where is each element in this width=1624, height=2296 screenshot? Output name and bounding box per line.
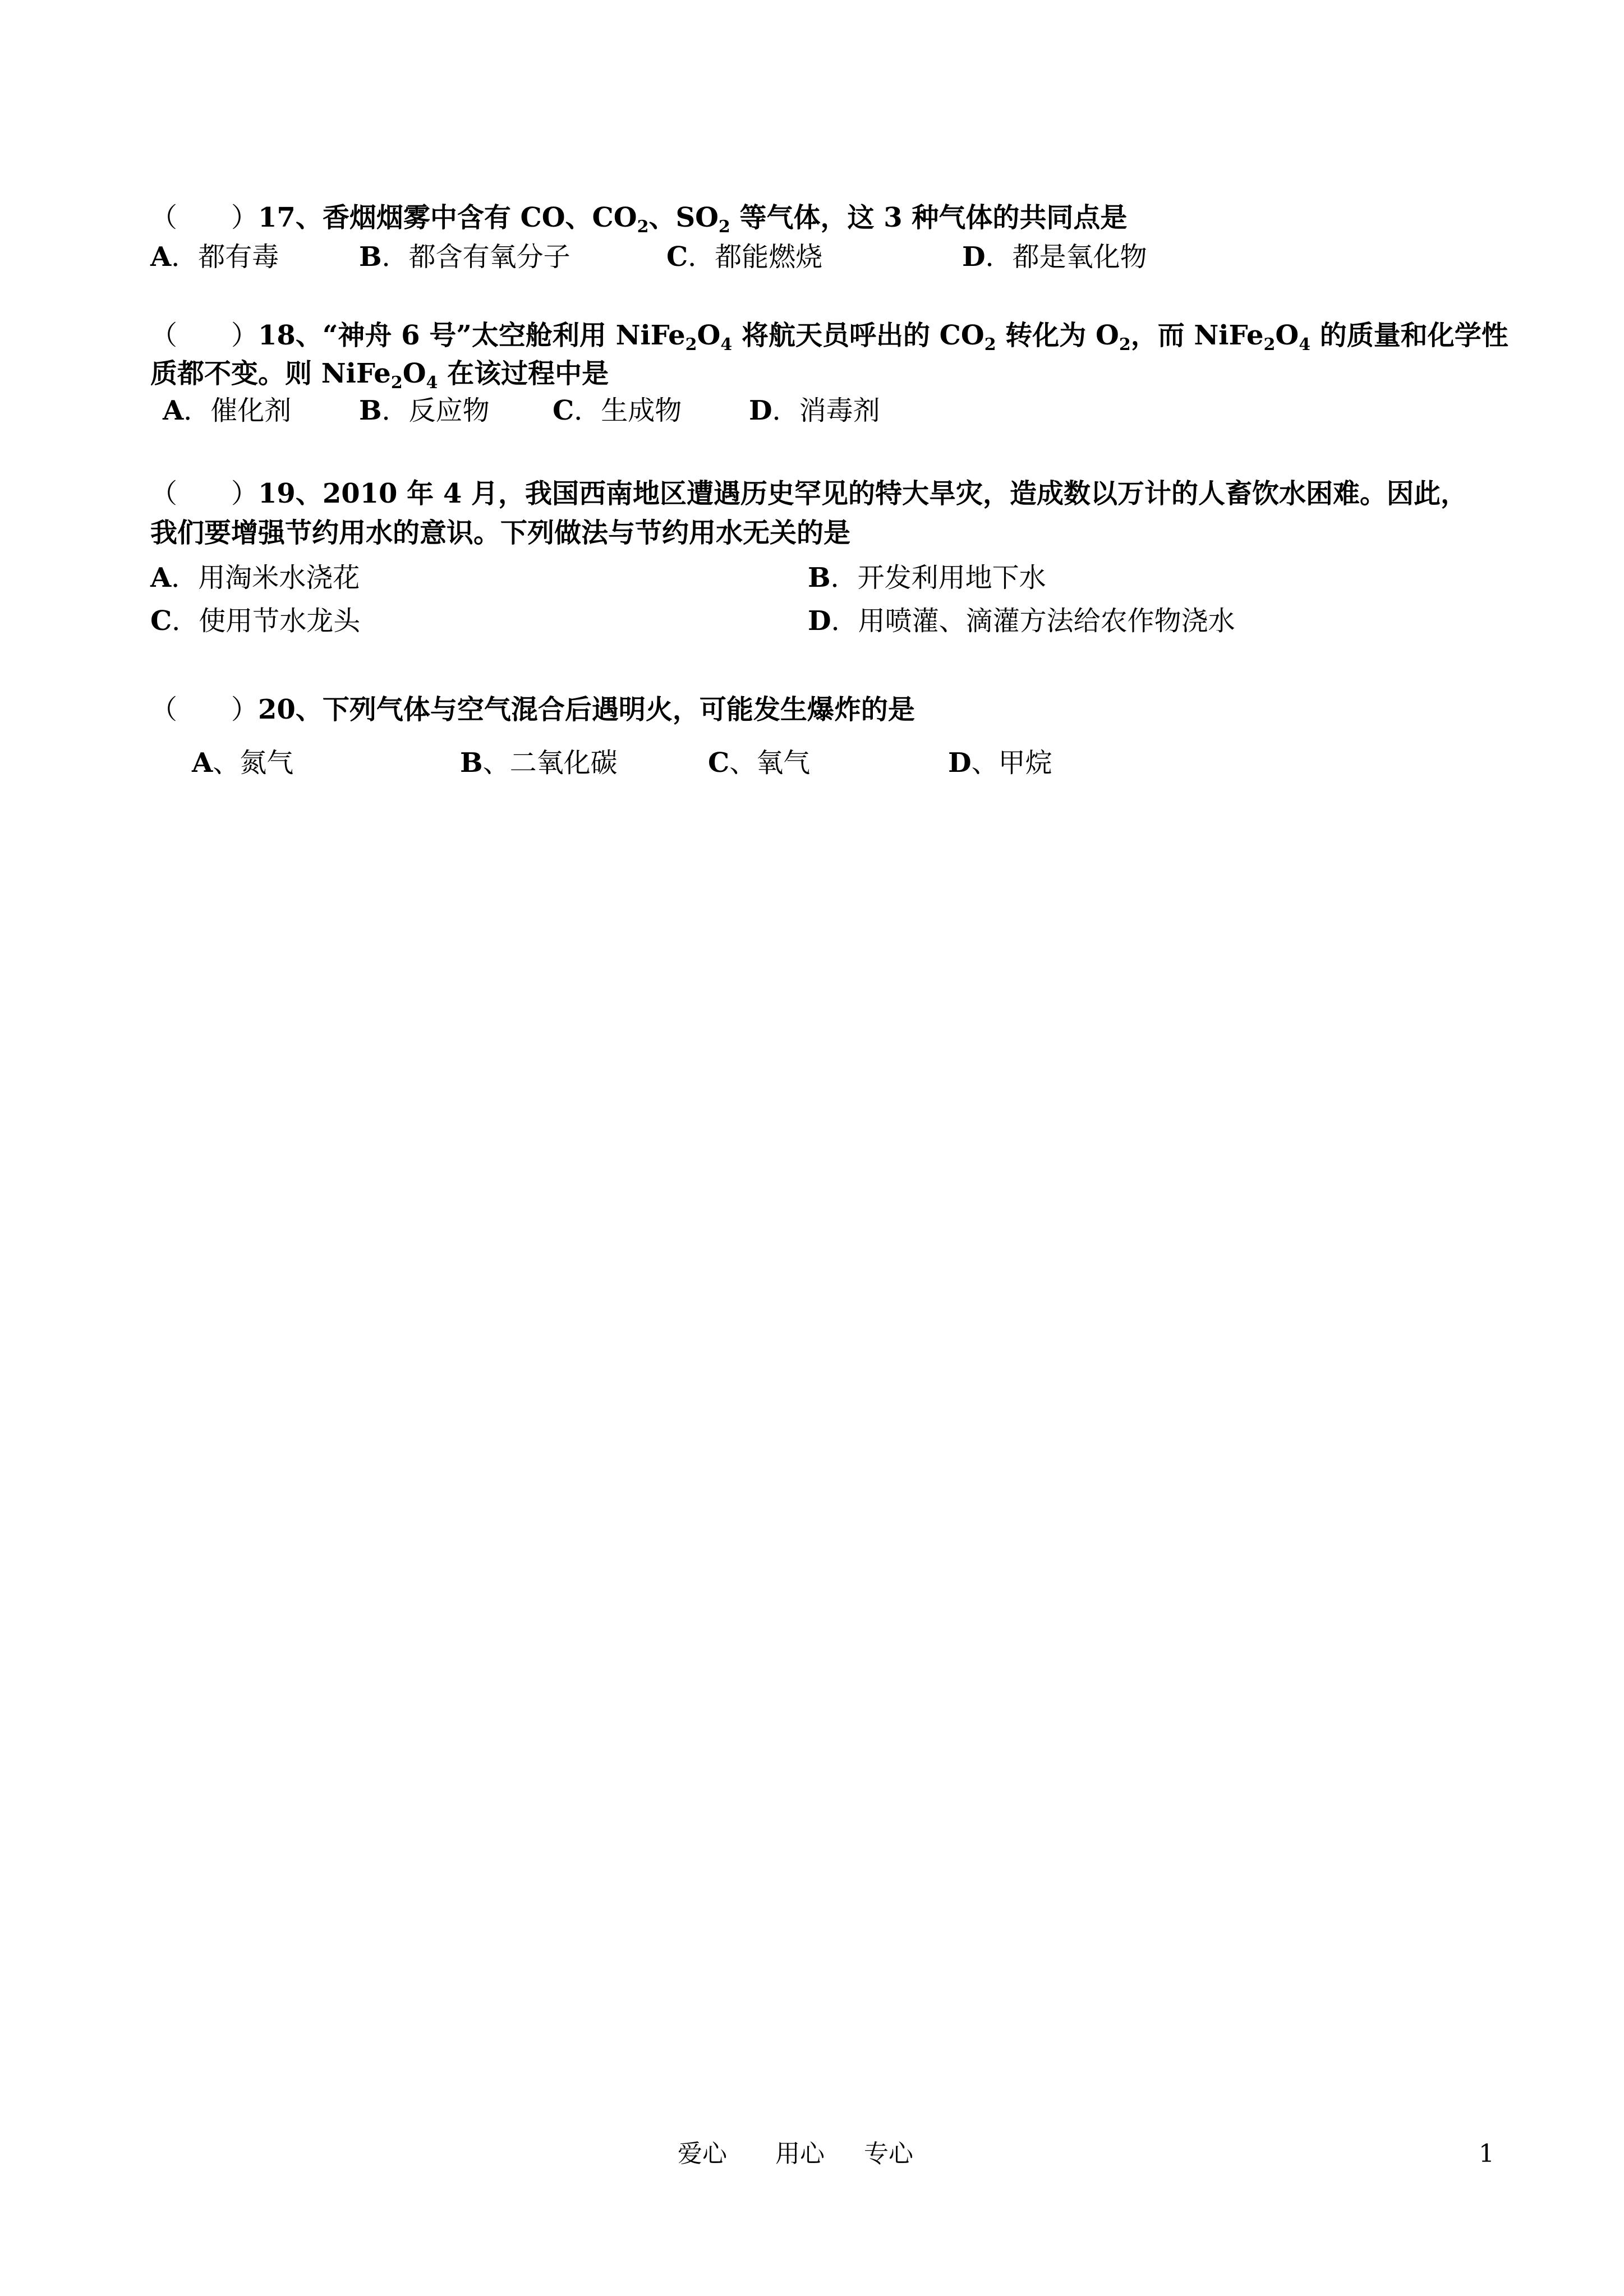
- option-a: A、氮气: [192, 747, 294, 779]
- option-a: A．用淘米水浇花: [150, 562, 360, 593]
- question-18-stem-line2: 质都不变。则 $NiFe_2O_4$ 在该过程中是: [150, 358, 609, 393]
- footer-motto-1: 爱心: [678, 2139, 727, 2168]
- question-19-stem-line2: 我们要增强节约用水的意识。下列做法与节约用水无关的是: [150, 517, 851, 549]
- option-b: B、二氧化碳: [460, 747, 618, 779]
- question-number: 20: [258, 694, 296, 725]
- answer-paren: （ ）: [150, 694, 259, 725]
- option-b: B．都含有氧分子: [359, 241, 571, 273]
- question-17-stem: （ ）17、香烟烟雾中含有 CO、$CO_2$、$SO_2$ 等气体，这 3 种气体的共同点是: [150, 202, 1128, 237]
- option-c: C．使用节水龙头: [150, 605, 361, 637]
- option-a: A．催化剂: [163, 395, 292, 426]
- option-d: D．都是氧化物: [962, 241, 1147, 273]
- question-20-stem: （ ）20、下列气体与空气混合后遇明火，可能发生爆炸的是: [150, 694, 915, 725]
- question-18-stem-line1: （ ）18、“神舟 6 号”太空舱利用 $NiFe_2O_4$ 将航天员呼出的 $CO_2$ 转化为 $O_2$，而 $NiFe_2O_4$ 的质量和化学性: [150, 320, 1508, 355]
- answer-paren: （ ）: [150, 478, 259, 509]
- option-b: B．反应物: [359, 395, 490, 426]
- footer-motto-2: 用心: [775, 2139, 825, 2168]
- answer-paren: （ ）: [150, 320, 259, 351]
- option-b: B．开发利用地下水: [808, 562, 1046, 593]
- question-number: 19: [258, 478, 296, 509]
- answer-paren: （ ）: [150, 202, 259, 233]
- option-c: C．生成物: [553, 395, 682, 426]
- option-c: C、氧气: [708, 747, 811, 779]
- question-19-stem-line1: （ ）19、2010 年 4 月，我国西南地区遭遇历史罕见的特大旱灾，造成数以万计的人畜饮水困难。因此，: [150, 478, 1467, 509]
- option-a: A．都有毒: [150, 241, 279, 273]
- question-number: 18: [258, 320, 296, 351]
- option-c: C．都能燃烧: [666, 241, 823, 273]
- option-d: D、甲烷: [948, 747, 1052, 779]
- page-number: 1: [1479, 2139, 1494, 2168]
- option-d: D．消毒剂: [749, 395, 880, 426]
- footer-motto-3: 专心: [864, 2139, 913, 2168]
- question-number: 17: [258, 202, 296, 233]
- option-d: D．用喷灌、滴灌方法给农作物浇水: [808, 605, 1235, 637]
